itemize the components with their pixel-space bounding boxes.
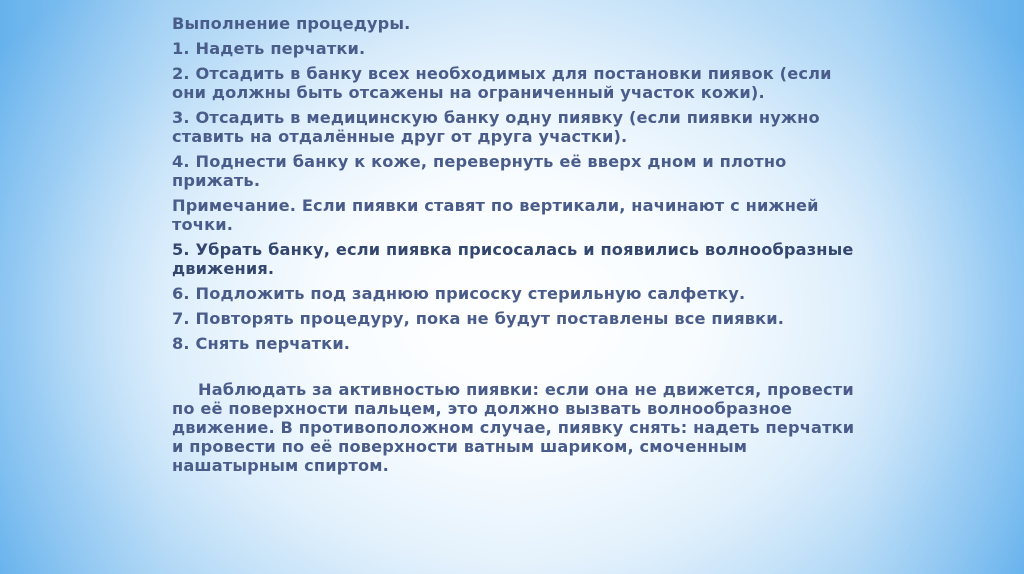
observation-paragraph: Наблюдать за активностью пиявки: если она не движется, провести по её поверхности пальцем, это должно вызвать волнообразное движение. В противоположном случае, пиявку снять: надеть перчатки и провести по её поверхности ватным шариком, смоченным нашатырным спиртом. (172, 380, 855, 475)
step-7: 7. Повторять процедуру, пока не будут поставлены все пиявки. (172, 309, 785, 328)
step-5: 5. Убрать банку, если пиявка присосалась и появились волнообразные движения. (172, 240, 854, 278)
step-3: 3. Отсадить в медицинскую банку одну пиявку (если пиявки нужно ставить на отдалённые друг от друга участки). (172, 108, 820, 146)
step-1: 1. Надеть перчатки. (172, 39, 366, 58)
step-2: 2. Отсадить в банку всех необходимых для постановки пиявок (если они должны быть отсажены на ограниченный участок кожи). (172, 64, 832, 102)
step-8: 8. Снять перчатки. (172, 334, 351, 353)
slide-content (172, 14, 862, 481)
note: Примечание. Если пиявки ставят по вертикали, начинают с нижней точки. (172, 196, 819, 234)
procedure-heading: Выполнение процедуры. (172, 14, 411, 33)
step-6: 6. Подложить под заднюю присоску стерильную салфетку. (172, 284, 746, 303)
step-4: 4. Поднести банку к коже, перевернуть её вверх дном и плотно прижать. (172, 152, 787, 190)
